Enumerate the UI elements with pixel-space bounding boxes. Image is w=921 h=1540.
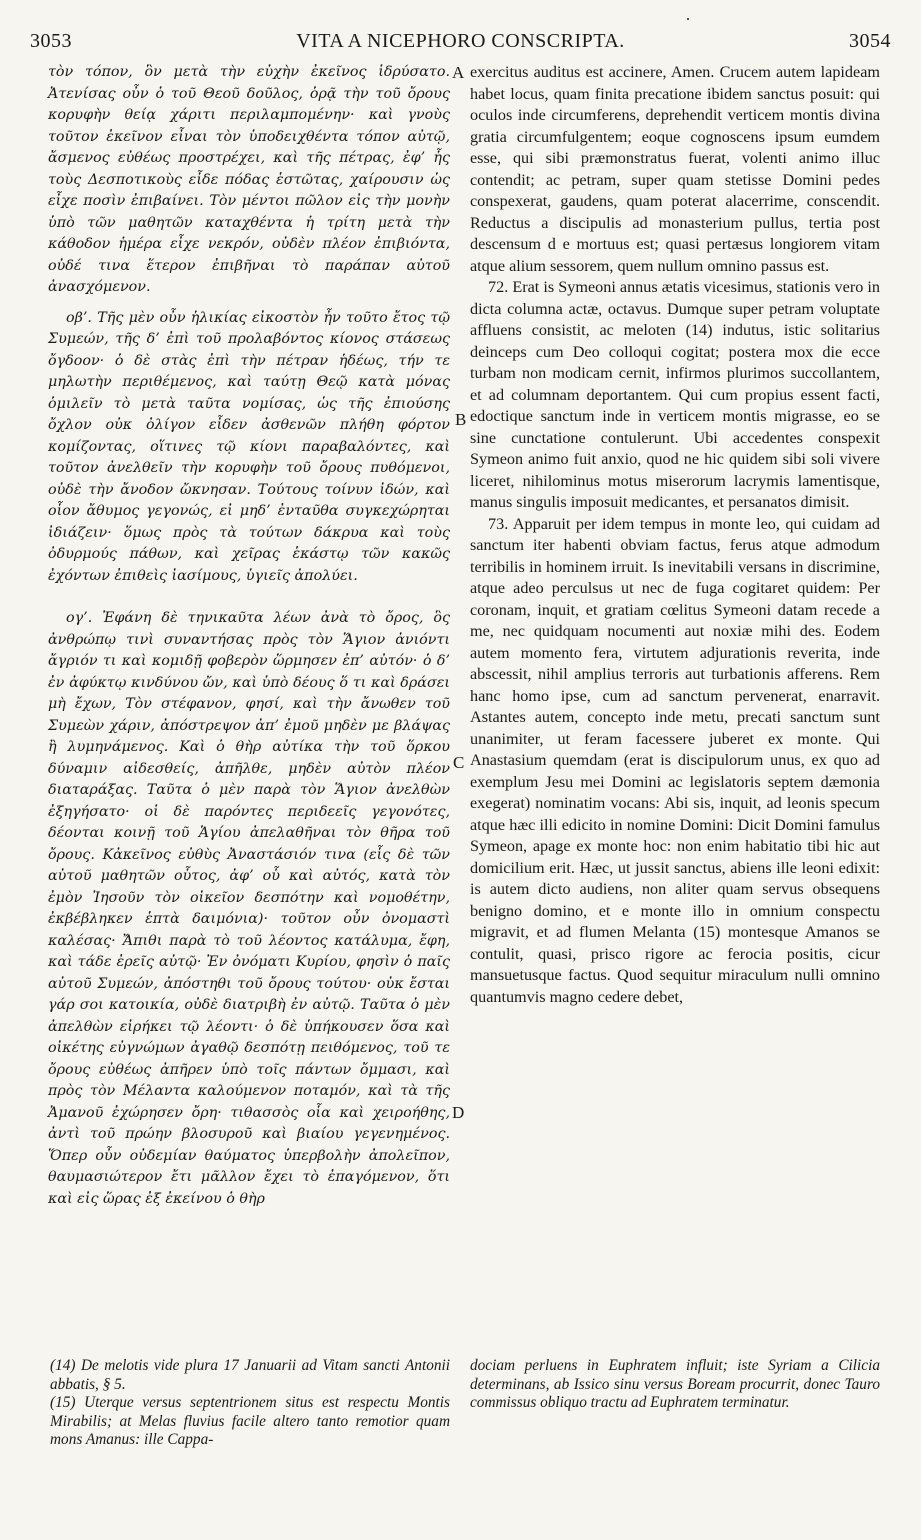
margin-marker-b: B	[455, 410, 467, 429]
latin-column	[470, 62, 880, 1008]
margin-marker-c: C	[453, 753, 465, 772]
latin-section-73: 73. Apparuit per idem tempus in monte leo, qui cuidam ad sanctum iter habenti obviam factus, ferus atque admodum terribilis in hominem irruit. Is inevitabili versans in discrimine, atque adeo perculsus ut nec de fuga cogitaret quidem: Per coronam, inquit, et gratiam cœlitus Symeoni datam recede a me, nec quidquam nocumenti aut noxiæ mihi des. Eodem autem momento fera, virtutem adjurationis reverita, inde abscessit, nihil amplius terroris aut turbationis afferens. Rem hanc homo ipse, cum ad sanctum pervenerat, enarravit. Astantes autem, concepto inde metu, precati sanctum sunt unanimiter, ut feram facessere juberet ex monte. Qui Anastasium quemdam (erat is discipulorum unus, ex quo ad exemplum Jesu mei Domini ac legislatoris septem dæmonia exegerat) nominatim vocans: Abi sis, inquit, ad leonis specum atque hæc illi edicito in nomine Domini: Dicit Domini famulus Symeon, apage ex monte hoc: non enim habitatio tibi hic aut domicilium erit. Hæc, ut jussit sanctus, abiens ille leoni edixit: is autem dicto audiens, non aliter quam servus obsequens benigno domino, et e monte illo in omnium conspectu migravit, et ad flumen Melanta (15) montesque Amanos se contulit, quasi, prisco rigore ac ferocia positis, cicur mansuetusque factus. Quod sequitur miraculum nulli omnino quantumvis magno cedere debet,	[470, 514, 880, 1006]
footnotes-right	[470, 1357, 880, 1413]
right-page-number: 3054	[849, 30, 891, 52]
latin-section-72: 72. Erat is Symeoni annus ætatis vicesimus, stationis vero in dicta columna actæ, octavus. Dumque super petram voluptate affluens consistit, ac meloten (14) indutus, istic solitarius deinceps cum Deo colloqui cogitat; postera mox die ecce turbam non modicam cernit, infirmos plurimos succollantem, et ad columnam deportantem. Qui cum propius essent facti, edoctique sanctum inde in verticem montis migrasse, eo se sine cunctatione contulerunt. Ubi accedentes conspexit Symeon animo fuit anxio, quod ne hic quidem sibi soli vivere liceret, nihilominus motus miserorum lacrymis lamentisque, manus singulis imposuit medicantes, et persanatos dimisit.	[470, 278, 880, 511]
footnote-15: (15) Uterque versus septentrionem situs est respectu Montis Mirabilis; at Melas fluvius facile altero tanto remotior quam mons Amanus: ille Cappa-	[50, 1394, 450, 1448]
footnote-15-continued: dociam perluens in Euphratem influit; iste Syriam a Cilicia determinans, ab Issico sinu versus Boream procurrit, donec Tauro commissus obliquo tractu ad Euphratem terminatur.	[470, 1357, 880, 1411]
greek-section-73: ογ’. Ἐφάνη δὲ τηνικαῦτα λέων ἀνὰ τὸ ὄρος, ὃς ἀνθρώπῳ τινὶ συναντήσας πρὸς τὸν Ἅγιον ἀνιόντι ἄγριόν τι καὶ κομιδῇ φοβερὸν ὥρμησεν ἐπ’ αὐτόν· ὁ δ’ ἐν ἀφύκτῳ κινδύνου ὤν, καὶ ὑπὸ δέους ὅ τι καὶ δράσει μὴ ἔχων, Τὸν στέφανον, φησί, καὶ τὴν ἄνωθεν τοῦ Συμεὼν χάριν, ἀπόστρεψον ἀπ’ ἐμοῦ μηδὲν με βλάψας ἢ λυμηνάμενος. Καὶ ὁ θὴρ αὐτίκα τὴν τοῦ ὅρκου δύναμιν αἰδεσθείς, ἀπῆλθε, μηδὲν αὐτὸν πλέον διαταράξας. Ταῦτα ὁ μὲν παρὰ τὸν Ἅγιον ἀνελθὼν ἐξηγήσατο· οἱ δὲ παρόντες περιδεεῖς γεγονότες, δέονται κοινῇ τοῦ Ἁγίου ἀπελαθῆναι τὸν θῆρα τοῦ ὄρους. Κἀκεῖνος εὐθὺς Ἀναστάσιόν τινα (εἷς δὲ τῶν αὐτοῦ μαθητῶν οὗτος, ἀφ’ οὗ καὶ αὐτός, κατὰ τὸν ἐμὸν Ἰησοῦν τὸν οἰκεῖον δεσπότην καὶ νομοθέτην, ἐκβέβληκεν ἑπτὰ δαιμόνια)· τοῦτον οὖν ὀνομαστὶ καλέσας· Ἄπιθι παρὰ τὸ τοῦ λέοντος κατάλυμα, ἔφη, καὶ τάδε ἐρεῖς αὐτῷ· Ἐν ὀνόματι Κυρίου, φησὶν ὁ παῖς αὐτοῦ Συμεών, ἀπόστηθι τοῦ ὄρους τούτου· οὐκ ἔσται γάρ σοι κατοικία, οὐδὲ διατριβὴ ἐν αὐτῷ. Ταῦτα ὁ μὲν ἀπελθὼν εἰρήκει τῷ λέοντι· ὁ δὲ ὑπήκουσεν ὅσα καὶ οἰκέτης εὐγνώμων ἀγαθῷ δεσπότῃ πειθόμενος, τοῦ τε ὄρους εὐθέως ἀπῆρεν ὑπὸ τοῖς πάντων ὄμμασι, καὶ πρὸς τὸν Μέλαντα καλούμενον ποταμόν, καὶ τὰ τῆς Ἀμανοῦ ἐχώρησεν ὄρη· τιθασσὸς οἷα καὶ χειροήθης, ἀντὶ τοῦ πρώην βλοσυροῦ καὶ βιαίου γεγενημένος. Ὅπερ οὖν οὐδεμίαν θαύματος ὑπερβολὴν ἀπολεῖπον, θαυμασιώτερον ἔτι μᾶλλον ἔχει τὸ ἐπαγόμενον, ὅτι καὶ εἰς ὥρας ἐξ ἐκείνου ὁ θὴρ	[48, 610, 450, 1207]
greek-paragraph-1: τὸν τόπον, ὃν μετὰ τὴν εὐχὴν ἐκεῖνος ἱδρύσατο. Ἀτενίσας οὖν ὁ τοῦ Θεοῦ δοῦλος, ὁρᾷ τὴν τοῦ ὄρους κορυφὴν θείᾳ χάριτι περιλαμπομένην· καὶ γνοὺς τοῦτον ἐκεῖνον εἶναι τὸν ὑποδειχθέντα τόπον αὐτῷ, ἄσμενος εὐθέως προστρέχει, καὶ τῆς πέτρας, ἐφ’ ἧς τοὺς Δεσποτικοὺς εἶδε πόδας ἑστῶτας, χαίρουσιν ὡς εἶχε ποσὶν ἐπιβαίνει. Τὸν μέντοι πῶλον εἰς τὴν μονὴν ὑπὸ τῶν μαθητῶν καταχθέντα ἡ τρίτη μετὰ τὴν κάθοδον ἡμέρα εἶχε νεκρόν, οὐδὲν πλέον ἐπιβιόντα, οὐδέ τινα ἕτερον ἐπιβῆναι τὸ παράπαν αὐτοῦ ἀνασχόμενον.	[48, 64, 450, 295]
margin-marker-a: A	[452, 63, 465, 82]
greek-section-72: οβ’. Τῆς μὲν οὖν ἡλικίας εἰκοστὸν ἦν τοῦτο ἔτος τῷ Συμεών, τῆς δ’ ἐπὶ τοῦ προλαβόντος κίονος στάσεως ὄγδοον· ὁ δὲ στὰς ἐπὶ τὴν πέτραν ἡδέως, τήν τε μηλωτὴν περιθέμενος, καὶ ταύτῃ Θεῷ κατὰ μόνας ὁμιλεῖν τὸ μετὰ ταῦτα νομίσας, ὡς τῆς ἐπιούσης ὄχλον οὐκ ὀλίγον εἶδεν ἀσθενῶν πλήθη φόρτον κομίζοντας, οἵτινες τῷ κίονι παραβαλόντες, καὶ τοῦτον ἀνελθεῖν τὴν κορυφὴν τοῦ ὄρους πυθόμενοι, οὐδὲ τὴν ἄνοδον ὤκνησαν. Τούτους τοίνυν ἰδών, καὶ οἷον ἄθυμος γεγονώς, εἰ μηδ’ ἐνταῦθα συγκεχώρηται ἰδιάζειν· ὅμως πρὸς τὰ τούτων δάκρυα καὶ τοὺς ὀδυρμούς πάθων, καὶ χεῖρας ἑκάστῳ τῶν κακῶς ἐχόντων ἐπιθεὶς ἰασίμους, ὑγιεῖς ἀπολύει.	[48, 309, 450, 584]
margin-marker-d: D	[452, 1103, 465, 1122]
running-header	[30, 30, 891, 56]
latin-paragraph-1: exercitus auditus est accinere, Amen. Crucem autem lapideam habet locus, quam finita precatione ibidem sanctus posuit: qui oculos inde circumferens, deprehendit verticem montis divina gratia circumfulgentem; eoque cognoscens ipsum eumdem esse, qui sibi præmonstratus fuerat, volenti animo illuc contendit; ac petram, super quam stetisse Domini pedes conspexerat, gaudens, quam poterat alacerrime, conscendit. Reductus a discipulis ad monasterium pullus, tertia post descensum d e mortuus est; quasi pertæsus longiorem vitam atque alium sessorem, quem nullum omnino passus est.	[470, 63, 880, 275]
running-title: VITA A NICEPHORO CONSCRIPTA.	[296, 30, 625, 52]
greek-column	[48, 62, 450, 1210]
left-page-number: 3053	[30, 30, 72, 52]
footnotes-left	[50, 1357, 450, 1450]
speck	[687, 18, 689, 20]
footnote-14: (14) De melotis vide plura 17 Januarii ad Vitam sancti Antonii abbatis, § 5.	[50, 1357, 450, 1393]
